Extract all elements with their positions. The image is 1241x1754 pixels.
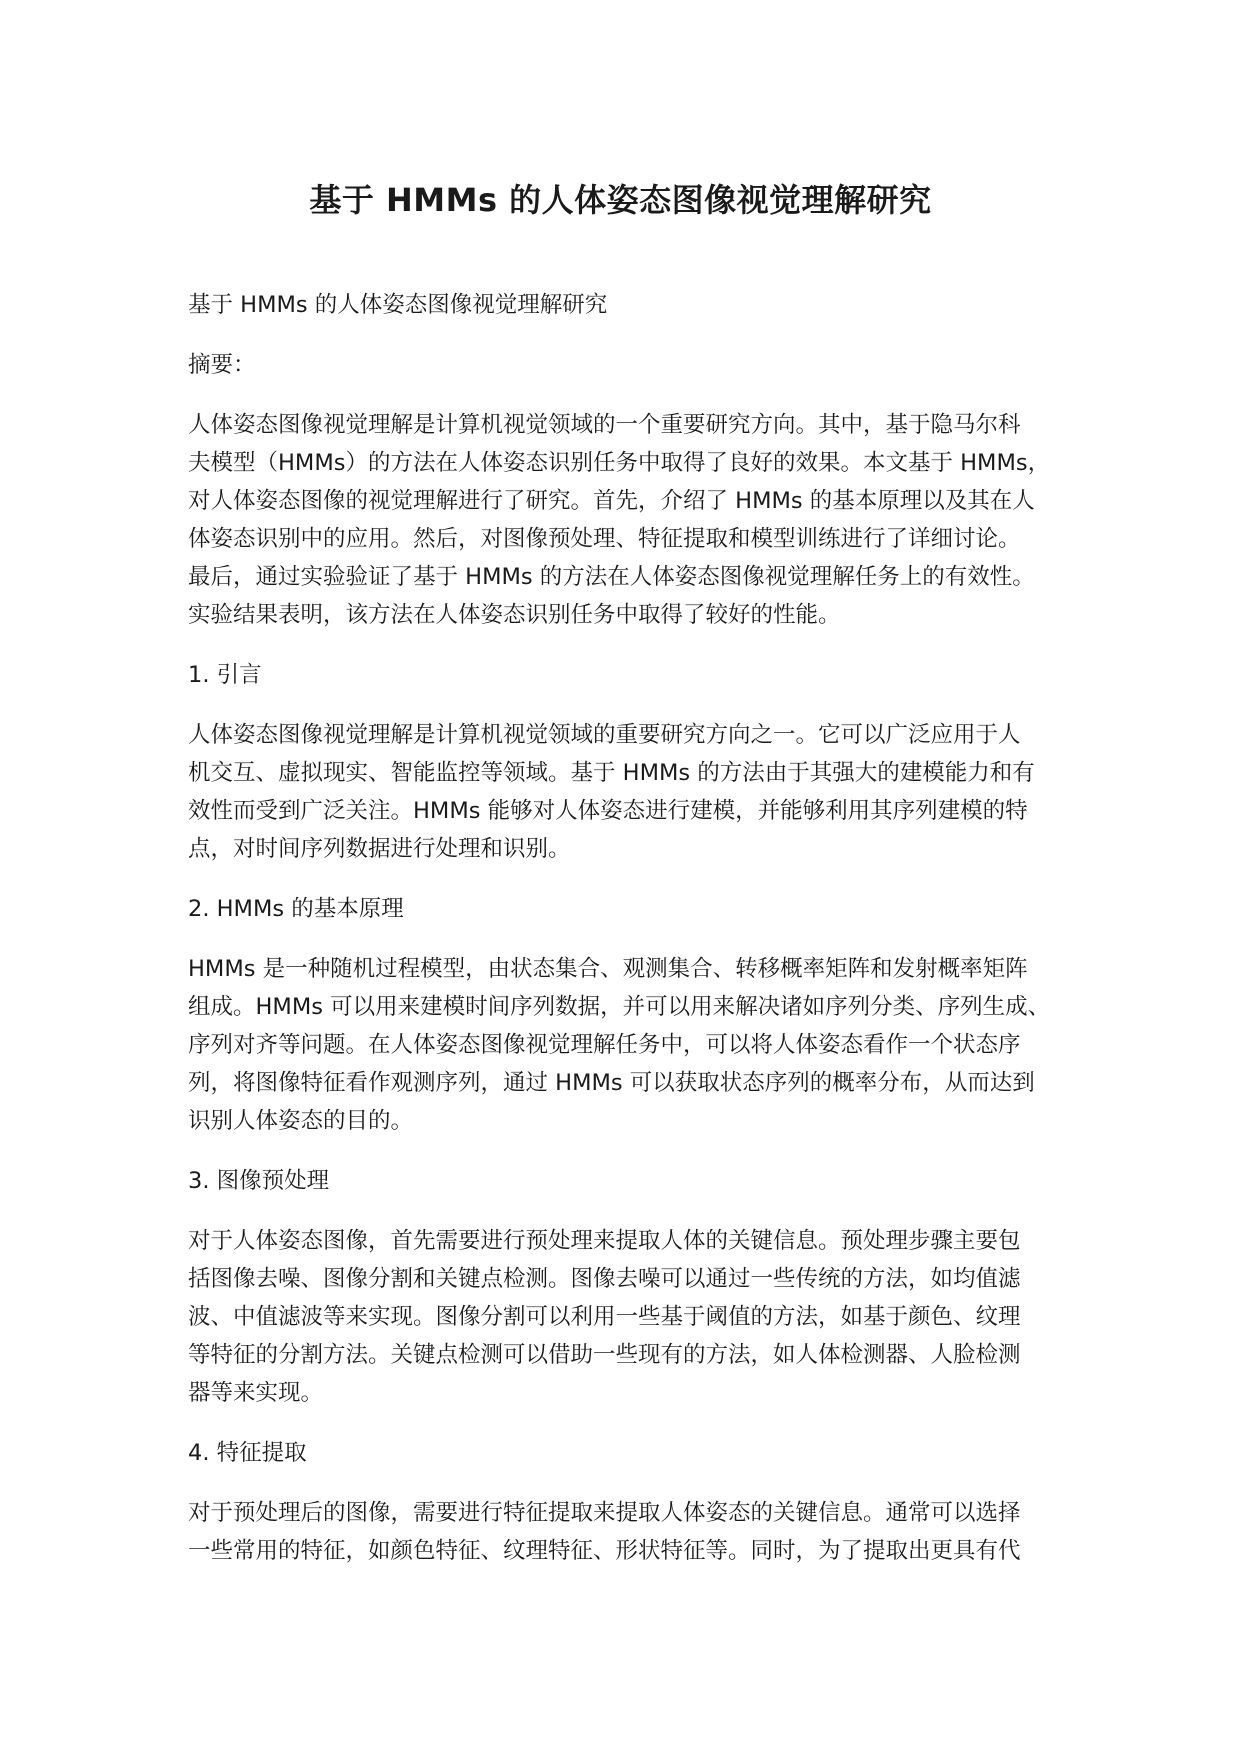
document-title: 基于 HMMs 的人体姿态图像视觉理解研究 xyxy=(309,181,932,219)
section-paragraph xyxy=(188,950,1068,1140)
section-heading: 4. 特征提取 xyxy=(188,1440,307,1466)
abstract-line: 实验结果表明，该方法在人体姿态识别任务中取得了较好的性能。 xyxy=(188,602,841,628)
paragraph-line: 器等来实现。 xyxy=(188,1380,324,1406)
abstract-line: 体姿态识别中的应用。然后，对图像预处理、特征提取和模型训练进行了详细讨论。 xyxy=(188,526,1021,552)
section-paragraph xyxy=(188,716,1068,868)
paragraph-line: 对于预处理后的图像，需要进行特征提取来提取人体姿态的关键信息。通常可以选择 xyxy=(188,1500,1021,1526)
paragraph-line: 一些常用的特征，如颜色特征、纹理特征、形状特征等。同时，为了提取出更具有代 xyxy=(188,1538,1021,1564)
document-body xyxy=(188,286,1068,1592)
paragraph-line: 识别人体姿态的目的。 xyxy=(188,1108,414,1134)
paragraph-line: 对于人体姿态图像，首先需要进行预处理来提取人体的关键信息。预处理步骤主要包 xyxy=(188,1228,1021,1254)
paragraph-line: 列，将图像特征看作观测序列，通过 HMMs 可以获取状态序列的概率分布，从而达到 xyxy=(188,1070,1035,1096)
paragraph-line: 波、中值滤波等来实现。图像分割可以利用一些基于阈值的方法，如基于颜色、纹理 xyxy=(188,1304,1021,1330)
document-subtitle: 基于 HMMs 的人体姿态图像视觉理解研究 xyxy=(188,292,608,318)
abstract-paragraph xyxy=(188,406,1068,634)
paragraph-line: 效性而受到广泛关注。HMMs 能够对人体姿态进行建模，并能够利用其序列建模的特 xyxy=(188,798,1028,824)
paragraph-line: 括图像去噪、图像分割和关键点检测。图像去噪可以通过一些传统的方法，如均值滤 xyxy=(188,1266,1021,1292)
section-heading: 2. HMMs 的基本原理 xyxy=(188,896,404,922)
abstract-line: 人体姿态图像视觉理解是计算机视觉领域的一个重要研究方向。其中，基于隐马尔科 xyxy=(188,412,1021,438)
abstract-line: 最后，通过实验验证了基于 HMMs 的方法在人体姿态图像视觉理解任务上的有效性。 xyxy=(188,564,1035,590)
section-paragraph xyxy=(188,1494,1068,1570)
paragraph-line: 序列对齐等问题。在人体姿态图像视觉理解任务中，可以将人体姿态看作一个状态序 xyxy=(188,1032,1021,1058)
paragraph-line: 组成。HMMs 可以用来建模时间序列数据，并可以用来解决诸如序列分类、序列生成、 xyxy=(188,994,1051,1020)
abstract-label: 摘要： xyxy=(188,352,256,378)
paragraph-line: HMMs 是一种随机过程模型，由状态集合、观测集合、转移概率矩阵和发射概率矩阵 xyxy=(188,956,1028,982)
paragraph-line: 机交互、虚拟现实、智能监控等领域。基于 HMMs 的方法由于其强大的建模能力和有 xyxy=(188,760,1035,786)
paragraph-line: 等特征的分割方法。关键点检测可以借助一些现有的方法，如人体检测器、人脸检测 xyxy=(188,1342,1021,1368)
abstract-line: 夫模型（HMMs）的方法在人体姿态识别任务中取得了良好的效果。本文基于 HMMs， xyxy=(188,450,1051,476)
section-heading: 3. 图像预处理 xyxy=(188,1168,330,1194)
paragraph-line: 点，对时间序列数据进行处理和识别。 xyxy=(188,836,571,862)
section-heading: 1. 引言 xyxy=(188,662,262,688)
section-paragraph xyxy=(188,1222,1068,1412)
paragraph-line: 人体姿态图像视觉理解是计算机视觉领域的重要研究方向之一。它可以广泛应用于人 xyxy=(188,722,1021,748)
abstract-line: 对人体姿态图像的视觉理解进行了研究。首先，介绍了 HMMs 的基本原理以及其在人 xyxy=(188,488,1035,514)
